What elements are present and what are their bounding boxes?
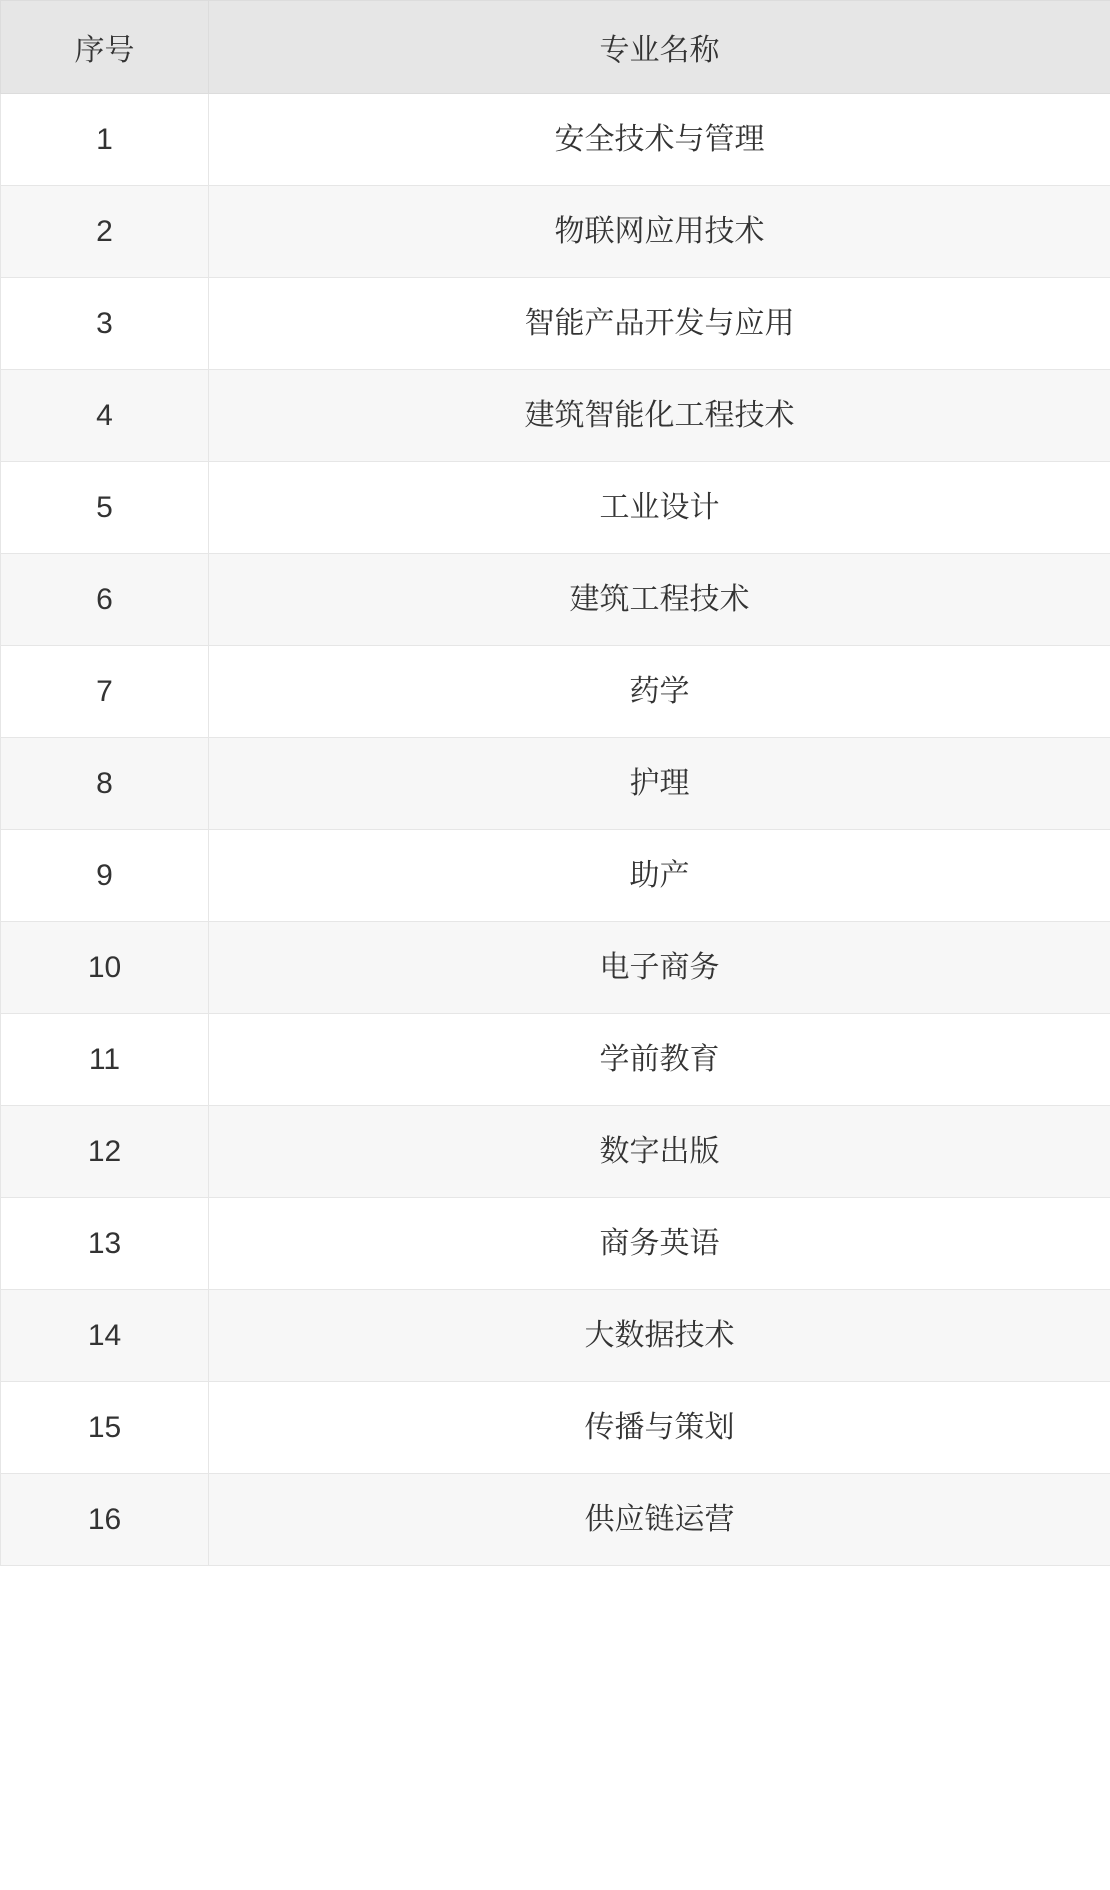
table-row [1, 830, 1110, 922]
table-row [1, 1198, 1110, 1290]
cell-index: 9 [1, 830, 209, 922]
cell-major-name: 传播与策划 [209, 1382, 1110, 1474]
cell-index: 11 [1, 1014, 209, 1106]
cell-major-name: 商务英语 [209, 1198, 1110, 1290]
table-row [1, 554, 1110, 646]
cell-major-name: 电子商务 [209, 922, 1110, 1014]
cell-major-name: 智能产品开发与应用 [209, 278, 1110, 370]
cell-index: 5 [1, 462, 209, 554]
cell-index: 16 [1, 1474, 209, 1566]
table-header-row [1, 1, 1110, 94]
cell-index: 3 [1, 278, 209, 370]
table-row [1, 1474, 1110, 1566]
table-row [1, 1290, 1110, 1382]
table-body [1, 94, 1110, 1566]
table-row [1, 1014, 1110, 1106]
table-row [1, 922, 1110, 1014]
cell-major-name: 大数据技术 [209, 1290, 1110, 1382]
cell-major-name: 工业设计 [209, 462, 1110, 554]
cell-index: 2 [1, 186, 209, 278]
column-header-name: 专业名称 [209, 1, 1110, 94]
cell-major-name: 数字出版 [209, 1106, 1110, 1198]
table-row [1, 462, 1110, 554]
cell-index: 4 [1, 370, 209, 462]
cell-index: 6 [1, 554, 209, 646]
table-row [1, 1106, 1110, 1198]
cell-index: 13 [1, 1198, 209, 1290]
cell-index: 12 [1, 1106, 209, 1198]
table-row [1, 278, 1110, 370]
cell-index: 14 [1, 1290, 209, 1382]
table-row [1, 186, 1110, 278]
cell-index: 15 [1, 1382, 209, 1474]
table-row [1, 370, 1110, 462]
cell-major-name: 供应链运营 [209, 1474, 1110, 1566]
cell-major-name: 护理 [209, 738, 1110, 830]
table-row [1, 646, 1110, 738]
cell-index: 8 [1, 738, 209, 830]
table-row [1, 738, 1110, 830]
cell-major-name: 建筑工程技术 [209, 554, 1110, 646]
cell-major-name: 建筑智能化工程技术 [209, 370, 1110, 462]
table-header [1, 1, 1110, 94]
cell-major-name: 学前教育 [209, 1014, 1110, 1106]
cell-major-name: 物联网应用技术 [209, 186, 1110, 278]
cell-major-name: 助产 [209, 830, 1110, 922]
cell-index: 1 [1, 94, 209, 186]
table-row [1, 94, 1110, 186]
cell-index: 7 [1, 646, 209, 738]
cell-index: 10 [1, 922, 209, 1014]
cell-major-name: 安全技术与管理 [209, 94, 1110, 186]
column-header-index: 序号 [1, 1, 209, 94]
cell-major-name: 药学 [209, 646, 1110, 738]
table-row [1, 1382, 1110, 1474]
